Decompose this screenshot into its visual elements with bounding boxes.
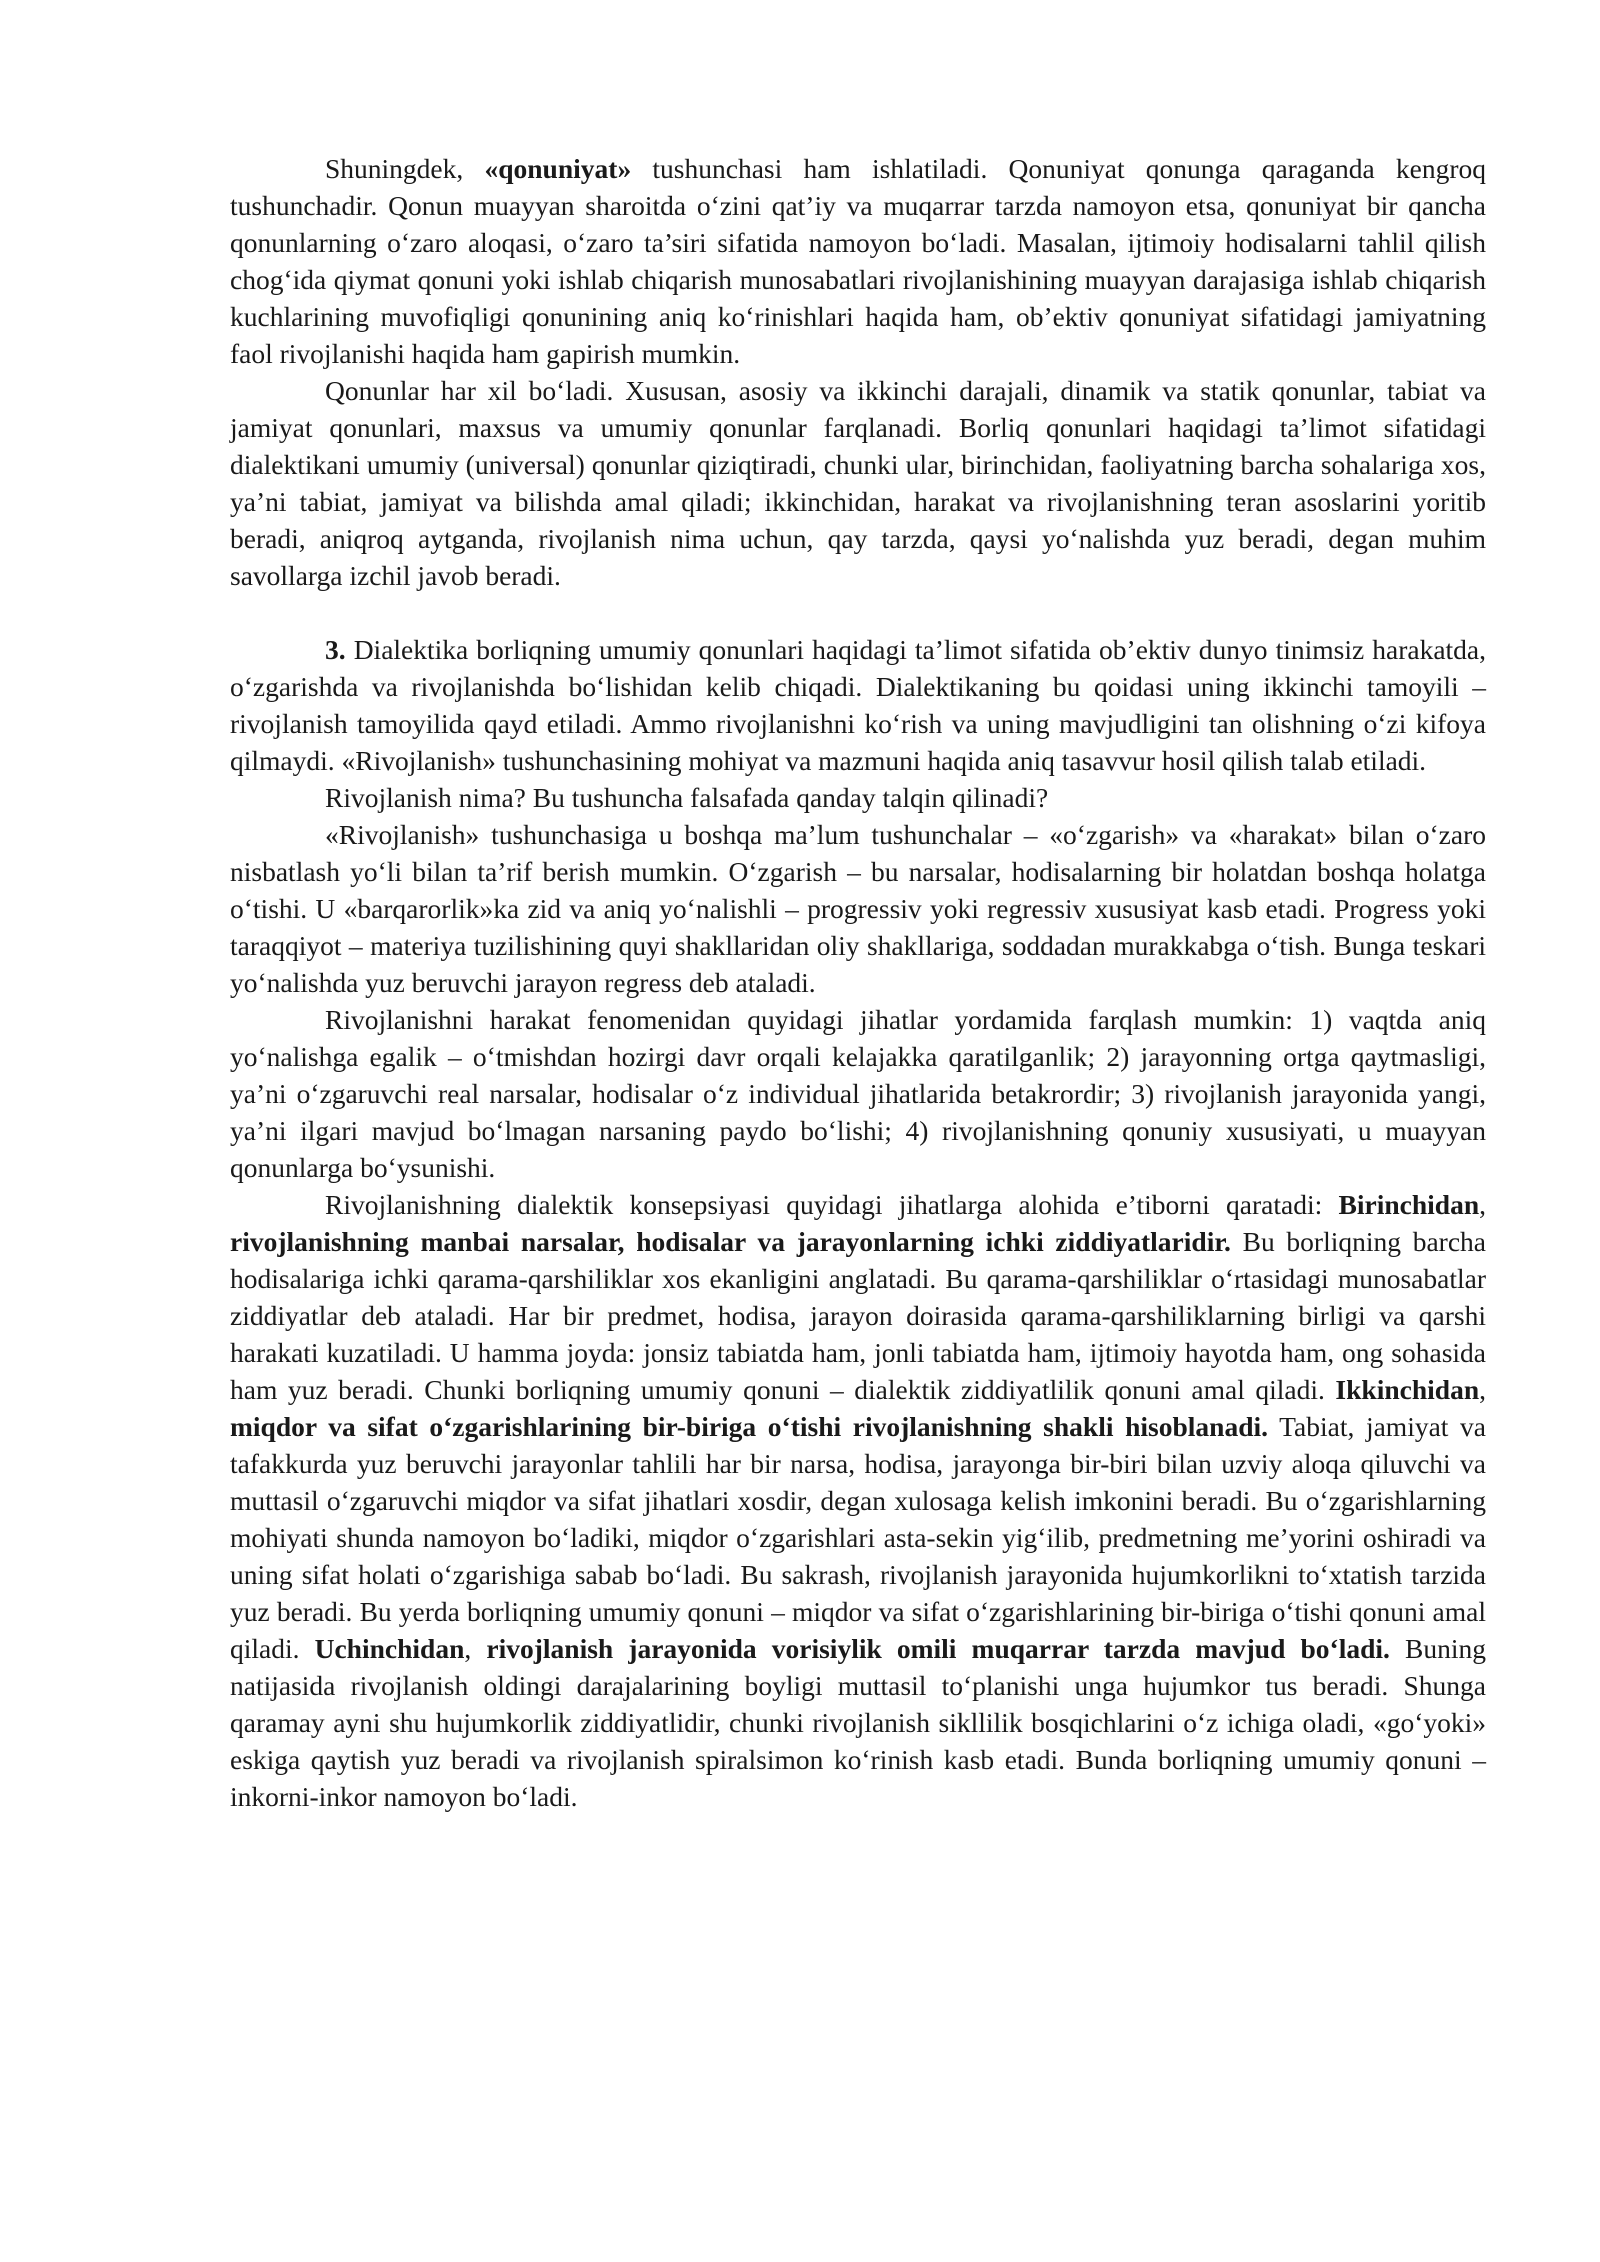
paragraph-p3 xyxy=(230,631,1486,779)
bold-text-run: Uchinchidan xyxy=(314,1633,465,1664)
text-run: Rivojlanishning dialektik konsepsiyasi quyidagi jihatlarga alohida e’tiborni qaratadi: xyxy=(325,1189,1339,1220)
text-run: Shuningdek, xyxy=(325,153,485,184)
text-run: , xyxy=(1479,1189,1486,1220)
paragraph-p2 xyxy=(230,372,1486,594)
text-run: tushunchasi ham ishlatiladi. Qonuniyat qonunga qaraganda kengroq tushunchadir. Qonun muayyan sharoitda o‘zini qat’iy va muqarrar tarzda namoyon etsa, qonuniyat bir qancha qonunlarning o‘zaro aloqasi, o‘zaro ta’siri sifatida namoyon bo‘ladi. Masalan, ijtimoiy hodisalarni tahlil qilish chog‘ida qiymat qonuni yoki ishlab chiqarish munosabatlari rivojlanishining muayyan darajasiga ishlab chiqarish kuchlarining muvofiqligi qonunining aniq ko‘rinishlari haqida ham, ob’ektiv qonuniyat sifatidagi jamiyatning faol rivojlanishi haqida ham gapirish mumkin. xyxy=(230,153,1487,369)
paragraph-p1 xyxy=(230,150,1486,372)
bold-text-run: rivojlanish jarayonida vorisiylik omili muqarrar tarzda mavjud bo‘ladi. xyxy=(486,1633,1390,1664)
bold-text-run: miqdor va sifat o‘zgarishlarining bir-biriga o‘tishi rivojlanishning shakli hisoblanadi. xyxy=(230,1411,1269,1442)
paragraph-p6 xyxy=(230,1001,1486,1186)
paragraph-p5 xyxy=(230,816,1486,1001)
text-run: , xyxy=(464,1633,487,1664)
paragraph-p4 xyxy=(230,779,1486,816)
text-run: Tabiat, jamiyat va tafakkurda yuz beruvchi jarayonlar tahlili har bir narsa, hodisa, jarayonga bir-biri bilan uzviy aloqa qiluvchi va muttasil o‘zgaruvchi miqdor va sifat jihatlari xosdir, degan xulosaga kelish imkonini beradi. Bu o‘zgarishlarning mohiyati shunda namoyon bo‘ladiki, miqdor o‘zgarishlari asta-sekin yig‘ilib, predmetning me’yorini oshiradi va uning sifat holati o‘zgarishiga sabab bo‘ladi. Bu sakrash, rivojlanish jarayonida hujumkorlikni to‘xtatish tarzida yuz beradi. Bu yerda borliqning umumiy qonuni – miqdor va sifat o‘zgarishlarining bir-biriga o‘tishi qonuni amal qiladi. xyxy=(230,1411,1486,1664)
text-run: Bu borliqning barcha hodisalariga ichki qarama-qarshiliklar xos ekanligini anglatadi. Bu qarama-qarshiliklar o‘rtasidagi munosabatlar ziddiyatlar deb ataladi. Har bir predmet, hodisa, jarayon doirasida qarama-qarshiliklarning birligi va qarshi harakati kuzatiladi. U hamma joyda: jonsiz tabiatda ham, jonli tabiatda ham, ijtimoiy hayotda ham, ong sohasida ham yuz beradi. Chunki borliqning umumiy qonuni – dialektik ziddiyatlilik qonuni amal qiladi. xyxy=(230,1226,1486,1405)
text-run: Buning natijasida rivojlanish oldingi darajalarining boyligi muttasil to‘planishi unga hujumkor tus beradi. Shunga qaramay ayni shu hujumkorlik ziddiyatlidir, chunki rivojlanish sikllilik bosqichlarini o‘z ichiga oladi, «go‘yoki» eskiga qaytish yuz beradi va rivojlanish spiralsimon ko‘rinish kasb etadi. Bunda borliqning umumiy qonuni – inkorni-inkor namoyon bo‘ladi. xyxy=(230,1633,1486,1812)
text-run: Rivojlanish nima? Bu tushuncha falsafada qanday talqin qilinadi? xyxy=(325,782,1049,813)
bold-text-run: rivojlanishning manbai narsalar, hodisalar va jarayonlarning ichki ziddiyatlaridir. xyxy=(230,1226,1231,1257)
paragraph-gap xyxy=(230,594,1486,631)
text-run: Qonunlar har xil bo‘ladi. Xususan, asosiy va ikkinchi darajali, dinamik va statik qonunlar, tabiat va jamiyat qonunlari, maxsus va umumiy qonunlar farqlanadi. Borliq qonunlari haqidagi ta’limot sifatidagi dialektikani umumiy (universal) qonunlar qiziqtiradi, chunki ular, birinchidan, faoliyatning barcha sohalariga xos, ya’ni tabiat, jamiyat va bilishda amal qiladi; ikkinchidan, harakat va rivojlanishning teran asoslarini yoritib beradi, aniqroq aytganda, rivojlanish nima uchun, qay tarzda, qaysi yo‘nalishda yuz beradi, degan muhim savollarga izchil javob beradi. xyxy=(230,375,1486,591)
bold-text-run: «qonuniyat» xyxy=(484,153,632,184)
text-run: Rivojlanishni harakat fenomenidan quyidagi jihatlar yordamida farqlash mumkin: 1) vaqtda aniq yo‘nalishga egalik – o‘tmishdan hozirgi davr orqali kelajakka qaratilganlik; 2) jarayonning ortga qaytmasligi, ya’ni o‘zgaruvchi real narsalar, hodisalar o‘z individual jihatlarida betakrordir; 3) rivojlanish jarayonida yangi, ya’ni ilgari mavjud bo‘lmagan narsaning paydo bo‘lishi; 4) rivojlanishning qonuniy xususiyati, u muayyan qonunlarga bo‘ysunishi. xyxy=(230,1004,1486,1183)
bold-text-run: Birinchidan xyxy=(1338,1189,1480,1220)
text-run: , xyxy=(1479,1374,1486,1405)
text-run: Dialektika borliqning umumiy qonunlari haqidagi ta’limot sifatida ob’ektiv dunyo tinimsiz harakatda, o‘zgarishda va rivojlanishda bo‘lishidan kelib chiqadi. Dialektikaning bu qoidasi uning ikkinchi tamoyili – rivojlanish tamoyilida qayd etiladi. Ammo rivojlanishni ko‘rish va uning mavjudligini tan olishning o‘zi kifoya qilmaydi. «Rivojlanish» tushunchasining mohiyat va mazmuni haqida aniq tasavvur hosil qilish talab etiladi. xyxy=(230,634,1486,776)
bold-text-run: 3. xyxy=(325,634,346,665)
paragraph-p7 xyxy=(230,1186,1486,1815)
text-run: «Rivojlanish» tushunchasiga u boshqa ma’lum tushunchalar – «o‘zgarish» va «harakat» bilan o‘zaro nisbatlash yo‘li bilan ta’rif berish mumkin. O‘zgarish – bu narsalar, hodisalarning bir holatdan boshqa holatga o‘tishi. U «barqarorlik»ka zid va aniq yo‘nalishli – progressiv yoki regressiv xususiyat kasb etadi. Progress yoki taraqqiyot – materiya tuzilishining quyi shakllaridan oliy shakllariga, soddadan murakkabga o‘tish. Bunga teskari yo‘nalishda yuz beruvchi jarayon regress deb ataladi. xyxy=(230,819,1486,998)
document-body xyxy=(230,150,1486,1815)
bold-text-run: Ikkinchidan xyxy=(1335,1374,1480,1405)
